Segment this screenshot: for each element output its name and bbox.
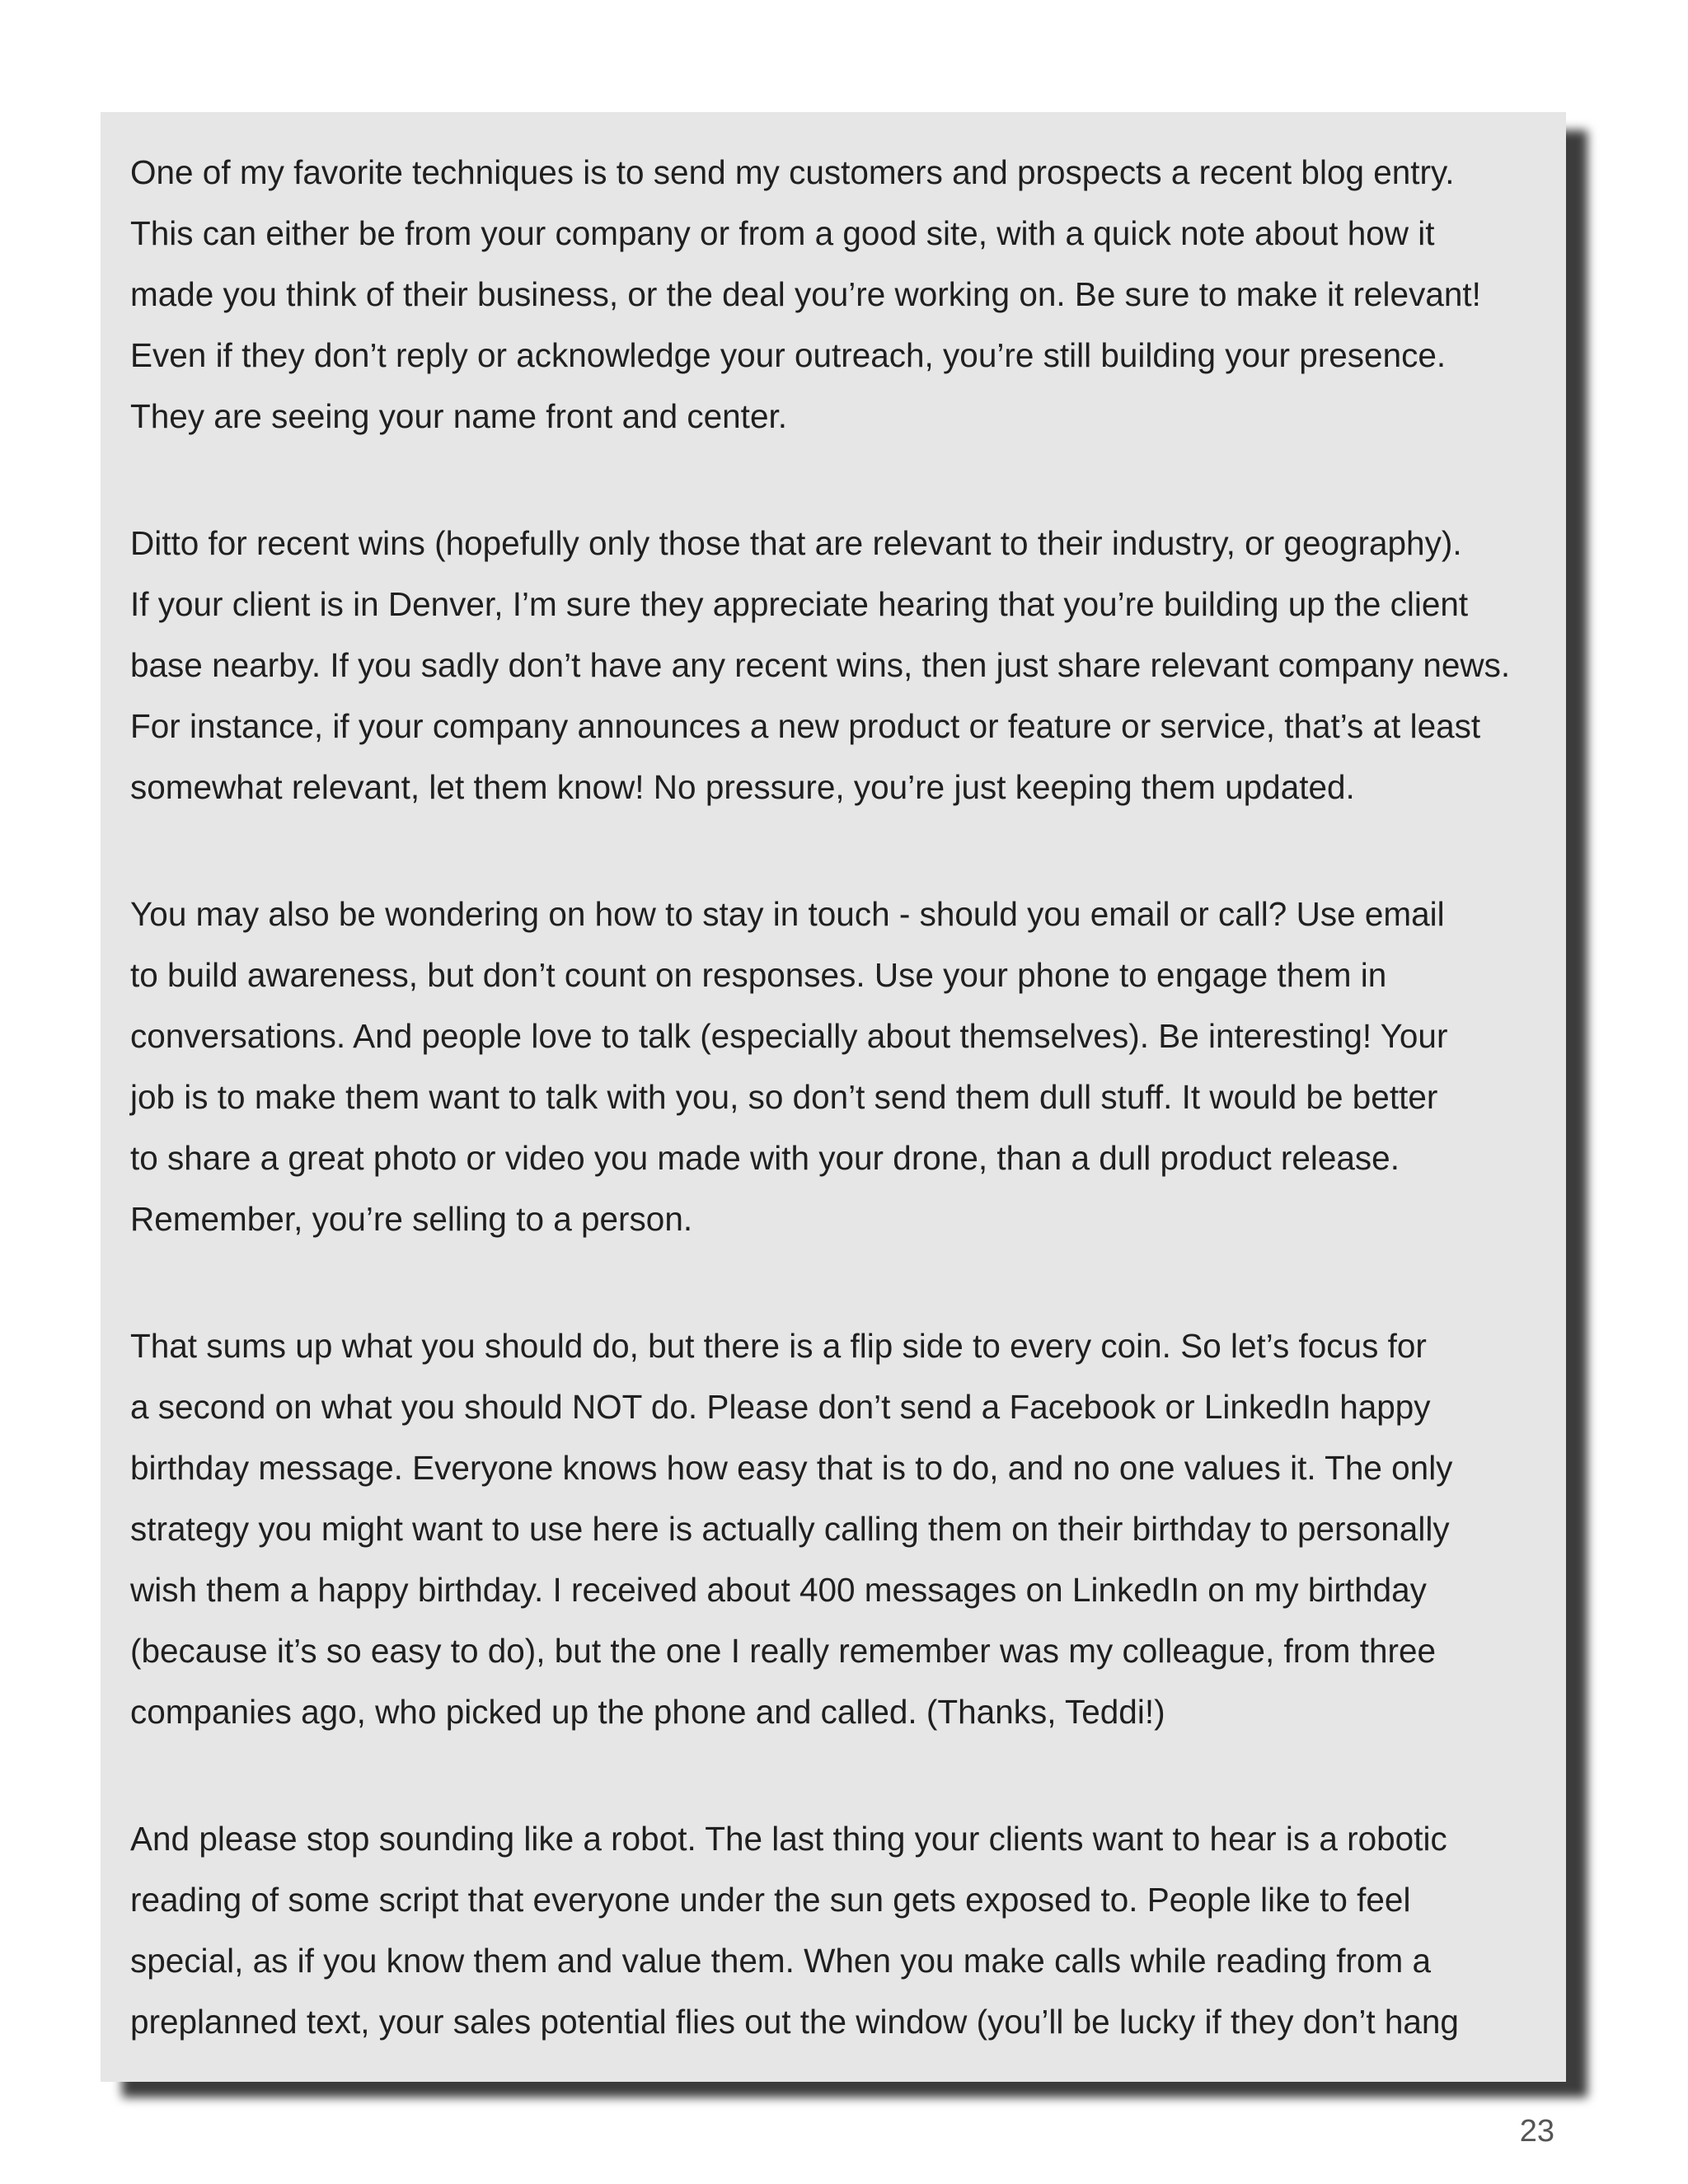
text-line: Even if they don’t reply or acknowledge your outreach, you’re still building your presence. (130, 336, 1447, 374)
text-line: For instance, if your company announces a new product or feature or service, that’s at least (130, 707, 1481, 745)
paragraph (130, 883, 1566, 1249)
text-line: They are seeing your name front and center. (130, 397, 787, 435)
text-line: made you think of their business, or the deal you’re working on. Be sure to make it relevant! (130, 275, 1481, 313)
text-line: strategy you might want to use here is actually calling them on their birthday to personally (130, 1510, 1450, 1548)
text-line: That sums up what you should do, but there is a flip side to every coin. So let’s focus for (130, 1327, 1427, 1365)
text-line: If your client is in Denver, I’m sure they appreciate hearing that you’re building up the client (130, 585, 1469, 623)
text-line: preplanned text, your sales potential flies out the window (you’ll be lucky if they don’t hang (130, 2003, 1459, 2041)
text-line: to build awareness, but don’t count on responses. Use your phone to engage them in (130, 956, 1387, 994)
text-line: special, as if you know them and value them. When you make calls while reading from a (130, 1942, 1432, 1980)
text-line: reading of some script that everyone under the sun gets exposed to. People like to feel (130, 1881, 1411, 1919)
text-line: Remember, you’re selling to a person. (130, 1200, 693, 1238)
paragraph (130, 513, 1566, 818)
paragraph (130, 142, 1566, 447)
text-line: birthday message. Everyone knows how easy that is to do, and no one values it. The only (130, 1449, 1453, 1487)
text-line: And please stop sounding like a robot. The last thing your clients want to hear is a robotic (130, 1820, 1447, 1858)
text-line: job is to make them want to talk with you, so don’t send them dull stuff. It would be better (130, 1078, 1438, 1116)
text-line: a second on what you should NOT do. Please don’t send a Facebook or LinkedIn happy (130, 1388, 1431, 1426)
text-line: (because it’s so easy to do), but the one I really remember was my colleague, from three (130, 1632, 1437, 1670)
text-line: companies ago, who picked up the phone and called. (Thanks, Teddi!) (130, 1693, 1165, 1731)
text-line: somewhat relevant, let them know! No pressure, you’re just keeping them updated. (130, 768, 1355, 806)
text-line: conversations. And people love to talk (especially about themselves). Be interesting! Your (130, 1017, 1448, 1055)
paragraph (130, 1808, 1566, 2052)
text-line: Ditto for recent wins (hopefully only those that are relevant to their industry, or geography). (130, 524, 1462, 562)
paragraph (130, 1315, 1566, 1742)
page-number: 23 (1519, 2114, 1554, 2149)
text-panel (101, 112, 1566, 2082)
text-line: You may also be wondering on how to stay in touch - should you email or call? Use email (130, 895, 1445, 933)
text-line: base nearby. If you sadly don’t have any recent wins, then just share relevant company news. (130, 646, 1511, 684)
text-line: One of my favorite techniques is to send my customers and prospects a recent blog entry. (130, 153, 1455, 191)
text-line: to share a great photo or video you made with your drone, than a dull product release. (130, 1139, 1400, 1177)
text-line: wish them a happy birthday. I received about 400 messages on LinkedIn on my birthday (130, 1571, 1427, 1609)
text-line: This can either be from your company or from a good site, with a quick note about how it (130, 214, 1435, 252)
